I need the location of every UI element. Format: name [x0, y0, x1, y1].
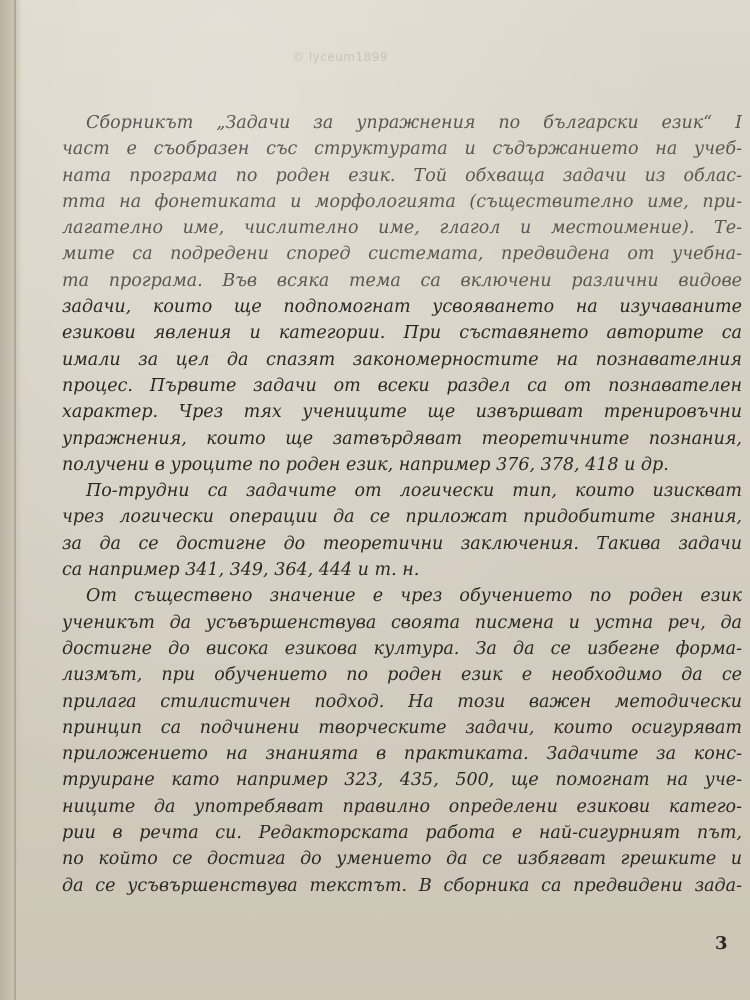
text-line: лизмът, при обучението по роден език е необходимо да се: [62, 665, 742, 686]
text-line: По-трудни са задачите от логически тип, които изискват: [86, 481, 742, 502]
text-line: лагателно име, числително име, глагол и местоимение). Те-: [62, 218, 742, 239]
text-line: достигне до висока езикова култура. За да се избегне форма-: [62, 638, 742, 659]
text-line: характер. Чрез тях учениците ще извършват тренировъчни: [62, 402, 742, 423]
text-line: упражнения, които ще затвърдяват теоретичните познания,: [62, 428, 742, 449]
page-number: 3: [715, 933, 728, 954]
text-line: част е съобразен със структурата и съдържанието на учеб-: [62, 139, 742, 160]
text-line: рии в речта си. Редакторската работа е най-сигурният път,: [62, 823, 742, 844]
text-line: ниците да употребяват правилно определени езикови катего-: [62, 796, 742, 817]
watermark: © lyceum1899: [292, 50, 389, 64]
text-line: принцип са подчинени творческите задачи, които осигуряват: [62, 717, 742, 738]
text-line: Сборникът „Задачи за упражнения по български език“ I: [86, 113, 742, 133]
text-line: по който се достига до умението да се избягват грешките и: [62, 849, 742, 870]
page-gutter: [0, 0, 22, 1000]
text-line: да се усъвършенствува текстът. В сборника са предвидени зада-: [62, 875, 742, 896]
text-line: приложението на знанията в практиката. Задачите за конс-: [62, 744, 742, 765]
text-line: прилага стилистичен подход. На този важен методически: [62, 691, 742, 712]
text-line: задачи, които ще подпомогнат усвояването на изучаваните: [62, 297, 742, 318]
text-line: процес. Първите задачи от всеки раздел са от познавателен: [62, 375, 742, 396]
text-line: та програма. Във всяка тема са включени различни видове: [62, 270, 742, 291]
text-line: езикови явления и категории. При съставянето авторите са: [62, 323, 742, 344]
text-line: получени в уроците по роден език, например 376, 378, 418 и др.: [62, 454, 669, 475]
text-line: са например 341, 349, 364, 444 и т. н.: [62, 560, 420, 581]
text-line: ната програма по роден език. Той обхваща задачи из облас-: [62, 165, 742, 186]
text-line: труиране като например 323, 435, 500, ще помогнат на уче-: [62, 770, 742, 791]
gutter-fold-line: [14, 0, 16, 1000]
text-line: за да се достигне до теоретични заключения. Такива задачи: [62, 533, 742, 554]
text-line: От съществено значение е чрез обучението по роден език: [86, 586, 742, 607]
text-line: тта на фонетиката и морфологията (съществително име, при-: [62, 191, 742, 212]
text-line: имали за цел да спазят закономерностите на познавателния: [62, 349, 742, 370]
text-line: мите са подредени според системата, предвидена от учебна-: [62, 244, 742, 265]
body-text: [62, 110, 742, 899]
text-line: ученикът да усъвършенствува своята писмена и устна реч, да: [62, 612, 742, 633]
text-line: чрез логически операции да се приложат придобитите знания,: [62, 507, 742, 528]
